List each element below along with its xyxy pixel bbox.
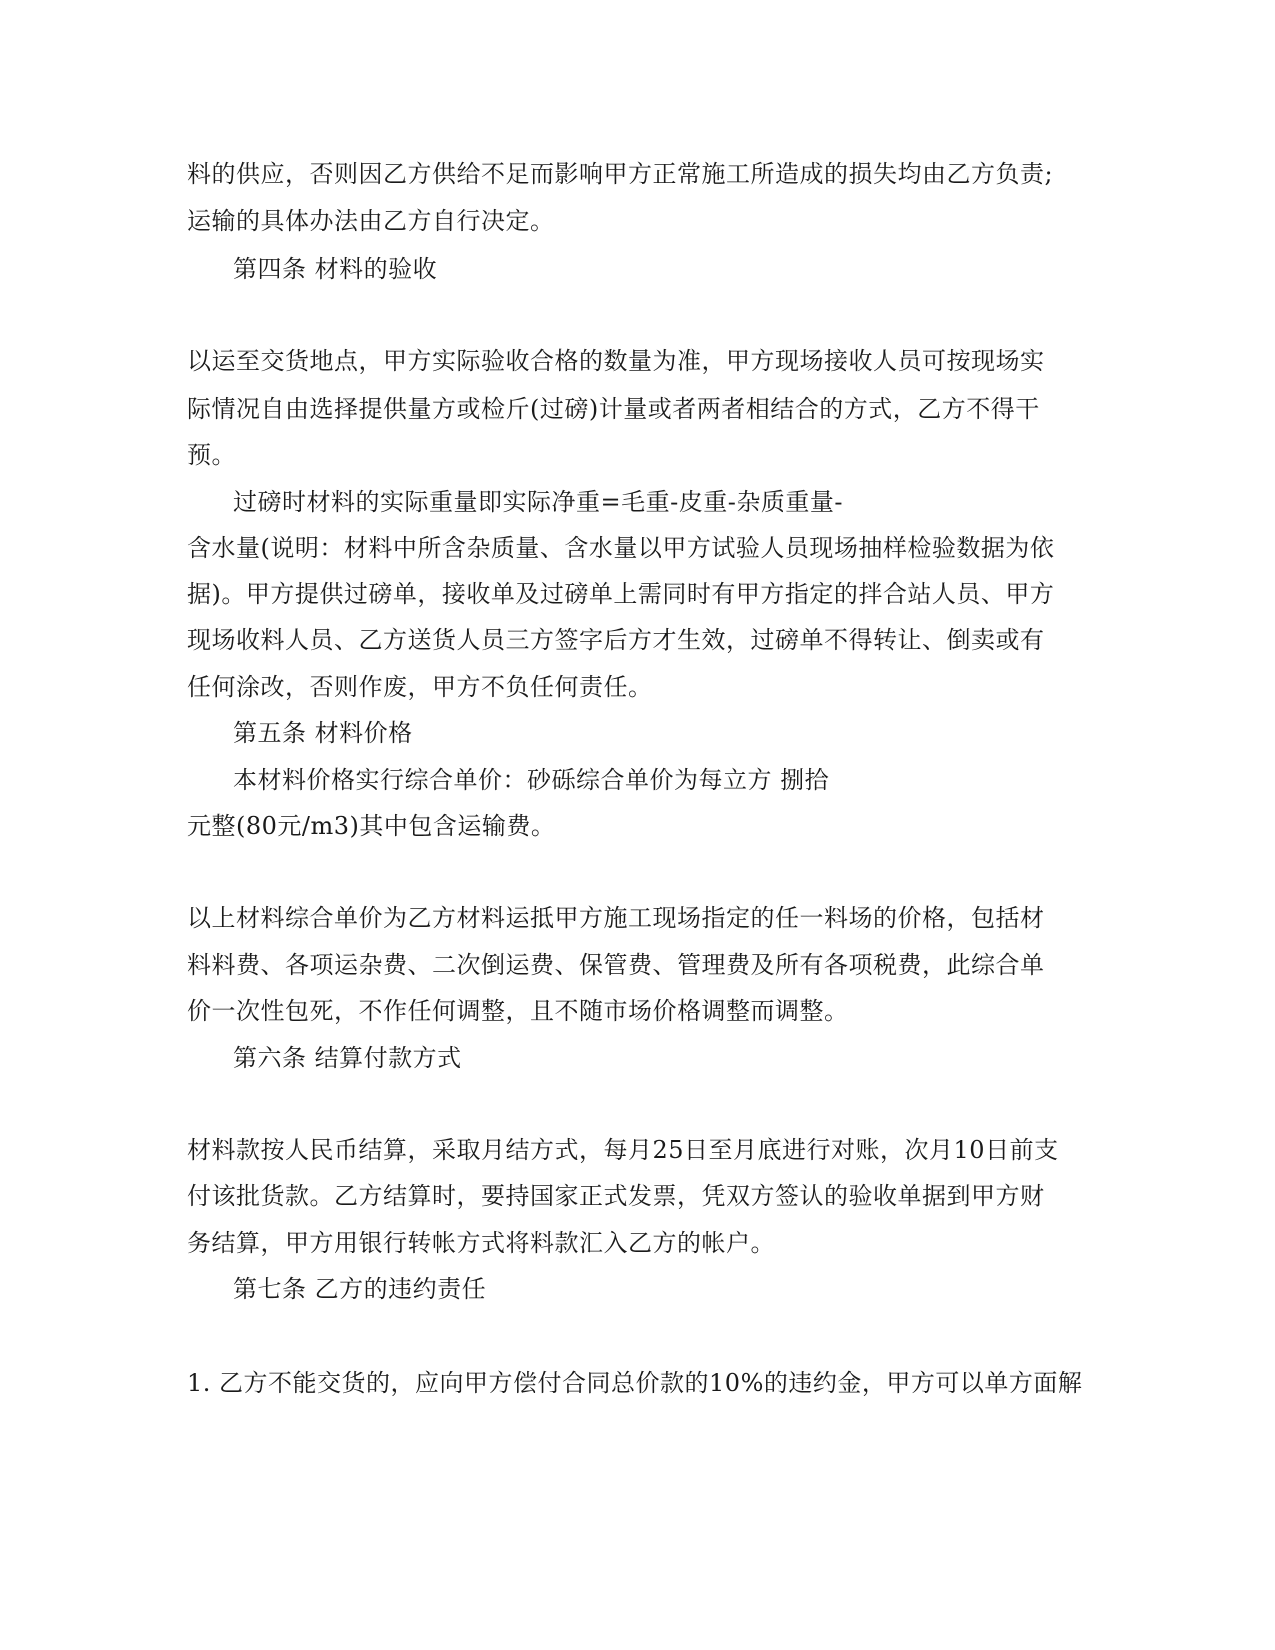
text-line: 过磅时材料的实际重量即实际净重=毛重-皮重-杂质重量-: [233, 488, 843, 516]
text-line: 付该批货款。乙方结算时，要持国家正式发票，凭双方签认的验收单据到甲方财: [187, 1182, 1045, 1210]
text-line: 本材料价格实行综合单价：砂砾综合单价为每立方 捌拾: [233, 766, 830, 794]
text-line: 运输的具体办法由乙方自行决定。: [187, 207, 555, 235]
text-line: 材料款按人民币结算，采取月结方式，每月25日至月底进行对账，次月10日前支: [187, 1136, 1059, 1164]
text-line: 料的供应，否则因乙方供给不足而影响甲方正常施工所造成的损失均由乙方负责;: [187, 160, 1054, 188]
text-line: 元整(80元/m3)其中包含运输费。: [187, 812, 556, 840]
text-line: 现场收料人员、乙方送货人员三方签字后方才生效，过磅单不得转让、倒卖或有: [187, 626, 1045, 654]
text-line: 际情况自由选择提供量方或检斤(过磅)计量或者两者相结合的方式，乙方不得干: [187, 395, 1040, 423]
text-line: 以运至交货地点，甲方实际验收合格的数量为准，甲方现场接收人员可按现场实: [187, 347, 1045, 375]
text-line: 任何涂改，否则作废，甲方不负任何责任。: [187, 673, 653, 701]
section-heading-4: 第四条 材料的验收: [233, 255, 438, 283]
text-line: 1. 乙方不能交货的，应向甲方偿付合同总价款的10%的违约金，甲方可以单方面解: [187, 1369, 1083, 1397]
section-heading-7: 第七条 乙方的违约责任: [233, 1275, 487, 1303]
text-line: 料料费、各项运杂费、二次倒运费、保管费、管理费及所有各项税费，此综合单: [187, 951, 1045, 979]
section-heading-6: 第六条 结算付款方式: [233, 1044, 462, 1072]
text-line: 含水量(说明：材料中所含杂质量、含水量以甲方试验人员现场抽样检验数据为依: [187, 534, 1055, 562]
text-line: 据)。甲方提供过磅单，接收单及过磅单上需同时有甲方指定的拌合站人员、甲方: [187, 580, 1055, 608]
text-line: 价一次性包死，不作任何调整，且不随市场价格调整而调整。: [187, 997, 849, 1025]
section-heading-5: 第五条 材料价格: [233, 719, 413, 747]
text-line: 务结算，甲方用银行转帐方式将料款汇入乙方的帐户。: [187, 1229, 775, 1257]
text-line: 以上材料综合单价为乙方材料运抵甲方施工现场指定的任一料场的价格，包括材: [187, 904, 1045, 932]
text-line: 预。: [187, 441, 236, 469]
